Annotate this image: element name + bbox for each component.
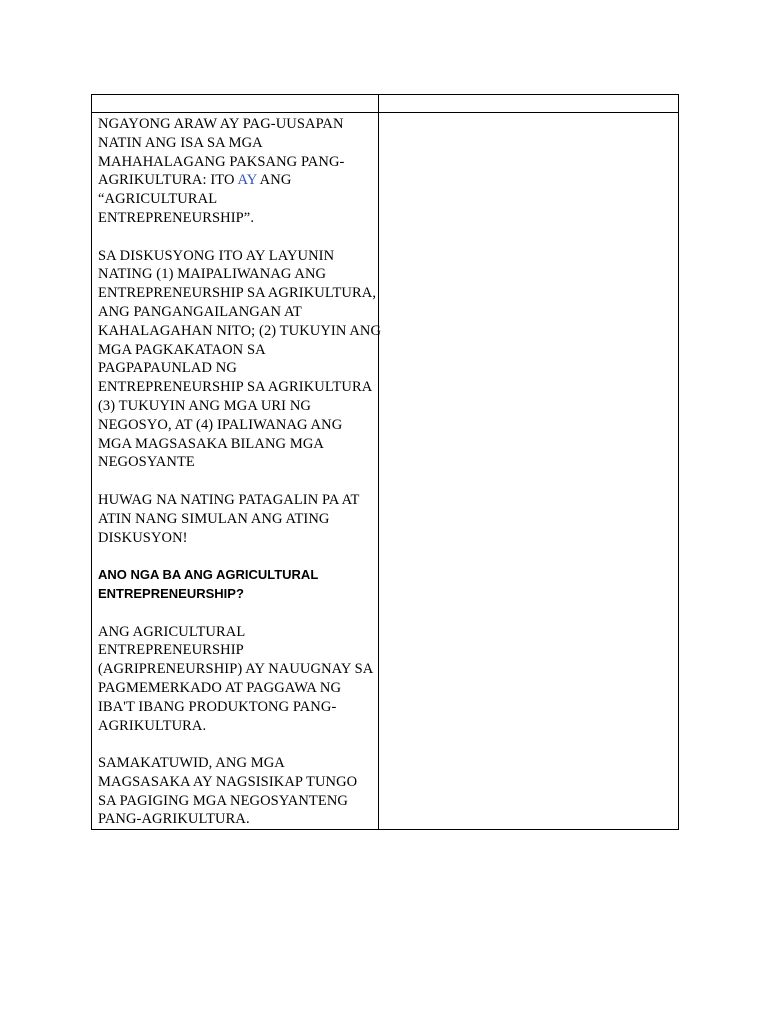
text-line: AGRIKULTURA. <box>98 717 207 734</box>
header-cell-right <box>379 95 679 113</box>
objectives-paragraph <box>98 247 382 473</box>
text-line: (AGRIPRENEURSHIP) AY NAUUGNAY SA <box>98 661 374 678</box>
text-segment: ANG <box>256 172 292 189</box>
text-line: SA PAGIGING MGA NEGOSYANTENG <box>98 792 348 809</box>
text-line: NATIN ANG ISA SA MGA <box>98 134 263 151</box>
text-line: SA DISKUSYONG ITO AY LAYUNIN <box>98 247 335 264</box>
body-cell-left <box>92 113 382 830</box>
document-table <box>91 94 679 830</box>
text-line: MGA PAGKAKATAON SA <box>98 341 266 358</box>
text-line: KAHALAGAHAN NITO; (2) TUKUYIN ANG <box>98 322 382 339</box>
text-line: ENTREPRENEURSHIP SA AGRIKULTURA, <box>98 285 377 302</box>
text-line: ENTREPRENEURSHIP SA AGRIKULTURA <box>98 379 373 396</box>
heading-line: ENTREPRENEURSHIP? <box>98 585 244 601</box>
text-line: ANG PANGANGAILANGAN AT <box>98 303 302 320</box>
text-line: ENTREPRENEURSHIP”. <box>98 209 255 226</box>
text-line: ENTREPRENEURSHIP <box>98 642 244 659</box>
text-line: DISKUSYON! <box>98 529 188 546</box>
text-line: NEGOSYO, AT (4) IPALIWANAG ANG <box>98 416 343 433</box>
start-discussion-paragraph <box>98 491 372 547</box>
table-header-row <box>92 95 679 113</box>
text-line: HUWAG NA NATING PATAGALIN PA AT <box>98 491 360 508</box>
text-line: PAGPAPAUNLAD NG <box>98 360 237 377</box>
text-line: NEGOSYANTE <box>98 454 195 471</box>
text-line: PAGMEMERKADO AT PAGGAWA NG <box>98 679 342 696</box>
section-heading <box>98 566 372 604</box>
text-segment: AGRIKULTURA: ITO <box>98 172 238 189</box>
text-line: (3) TUKUYIN ANG MGA URI NG <box>98 397 311 414</box>
text-line: SAMAKATUWID, ANG MGA <box>98 755 285 772</box>
text-line: MGA MAGSASAKA BILANG MGA <box>98 435 324 452</box>
body-cell-right <box>379 113 679 830</box>
header-cell-left <box>92 95 379 113</box>
heading-line: ANO NGA BA ANG AGRICULTURAL <box>98 567 319 583</box>
text-line: IBA'T IBANG PRODUKTONG PANG- <box>98 698 337 715</box>
text-line: MAHAHALAGANG PAKSANG PANG- <box>98 153 345 170</box>
conclusion-paragraph <box>98 754 372 829</box>
text-line: MAGSASAKA AY NAGSISIKAP TUNGO <box>98 773 358 790</box>
table-body-row <box>92 113 679 830</box>
text-line: ANG AGRICULTURAL <box>98 623 246 640</box>
text-line: ATIN NANG SIMULAN ANG ATING <box>98 510 330 527</box>
text-line: PANG-AGRIKULTURA. <box>98 811 250 828</box>
text-line: NGAYONG ARAW AY PAG-UUSAPAN <box>98 116 344 132</box>
intro-paragraph <box>98 115 372 228</box>
text-line: NATING (1) MAIPALIWANAG ANG <box>98 266 327 283</box>
highlighted-word: AY <box>237 172 257 189</box>
text-line-with-highlight <box>98 171 372 190</box>
definition-paragraph <box>98 623 372 736</box>
text-line: “AGRICULTURAL <box>98 191 218 208</box>
